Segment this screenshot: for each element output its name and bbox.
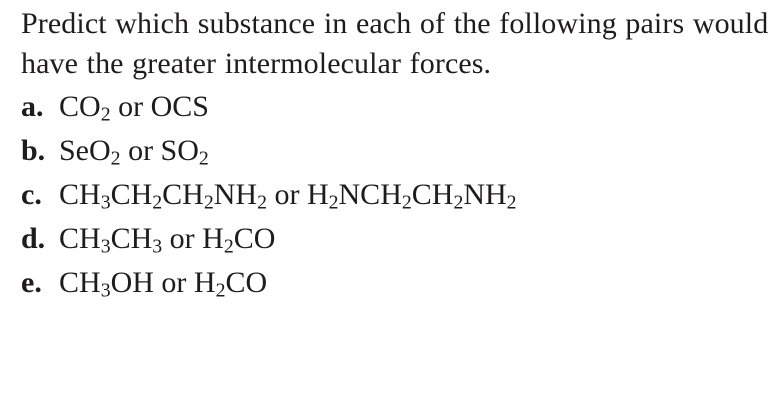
question-prompt-line-1: Predict which substance in each of the following pairs would	[21, 7, 769, 40]
item-formula-a: $CO_2$ or OCS	[59, 90, 209, 126]
item-label-c: c.	[21, 178, 42, 211]
list-item-d	[21, 217, 762, 261]
question-prompt	[21, 4, 769, 84]
answer-pair-list	[21, 85, 762, 305]
item-formula-c: $CH_3CH_2CH_2NH_2$ or $H_2NCH_2CH_2NH_2$	[59, 178, 517, 214]
list-item-c	[21, 173, 762, 217]
list-item-e	[21, 261, 762, 305]
item-label-e: e.	[21, 266, 42, 299]
item-formula-b: SeO$_2$ or $SO_2$	[59, 134, 209, 170]
item-label-b: b.	[21, 134, 46, 167]
item-formula-d: $CH_3CH_3$ or $H_2CO$	[59, 222, 276, 258]
list-item-a	[21, 85, 762, 129]
question-prompt-line-2: have the greater intermolecular forces.	[21, 47, 492, 80]
item-formula-e: $CH_3OH$ or $H_2CO$	[59, 266, 268, 302]
list-item-b	[21, 129, 762, 173]
item-label-a: a.	[21, 90, 44, 123]
item-label-d: d.	[21, 222, 46, 255]
